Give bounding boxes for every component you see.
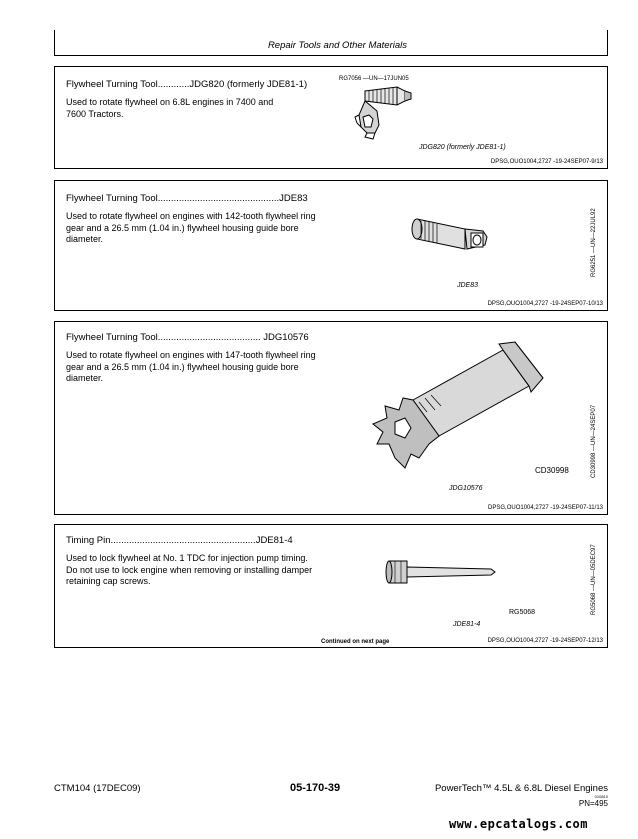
tool-block-jdg10576 xyxy=(54,321,608,515)
flywheel-tool-jdg820-illustration xyxy=(345,81,425,141)
watermark-link[interactable]: www.epcatalogs.com xyxy=(448,817,588,831)
tool-name: Flywheel Turning Tool............JDG820 (formerly JDE81-1) xyxy=(66,79,308,90)
page-title: Repair Tools and Other Materials xyxy=(267,40,407,51)
page-number: 05-170-39 xyxy=(290,782,341,794)
tool-description: Used to rotate flywheel on engines with 147-tooth flywheel ring gear and a 26.5 mm (1.04 in.) flywheel housing guide bore diameter. xyxy=(66,350,316,383)
tool-description: Used to rotate flywheel on 6.8L engines in 7400 and 7600 Tractors. xyxy=(66,97,274,119)
manual-id: CTM104 (17DEC09) xyxy=(54,783,141,794)
tool-caption: JDE83 xyxy=(457,282,479,289)
tool-description: Used to rotate flywheel on engines with 142-tooth flywheel ring gear and a 26.5 mm (1.04 in.) flywheel housing guide bore diameter. xyxy=(66,211,316,244)
tool-caption: JDG10576 xyxy=(449,485,483,492)
tool-name: Flywheel Turning Tool....................................... JDG10576 xyxy=(66,332,309,343)
tool-caption: JDG820 (formerly JDE81-1) xyxy=(419,144,506,151)
flywheel-tool-jde83-illustration xyxy=(407,209,497,259)
manual-title: PowerTech™ 4.5L & 6.8L Diesel Engines xyxy=(434,783,608,794)
tool-name: Flywheel Turning Tool..............................................JDE83 xyxy=(66,193,308,204)
continued-note: Continued on next page xyxy=(321,639,390,645)
tool-block-jde81-4 xyxy=(54,524,608,648)
image-label: CD30998 xyxy=(535,466,569,475)
flywheel-tool-jdg10576-illustration xyxy=(353,340,553,480)
image-code: CD30998 —UN—24SEP07 xyxy=(591,404,597,478)
tool-block-jdg820 xyxy=(54,66,608,169)
image-label: RG5068 xyxy=(509,609,536,616)
tool-block-jde83 xyxy=(54,180,608,311)
page-header xyxy=(54,30,608,56)
tool-description: Used to lock flywheel at No. 1 TDC for injection pump timing. Do not use to lock engine when removing or installing damper retaining cap screws. xyxy=(66,553,313,586)
image-code: RG6251 —UN—22JUL92 xyxy=(591,208,597,277)
tool-caption: JDE81-4 xyxy=(453,621,481,628)
date-code: 010810 xyxy=(594,794,608,799)
tool-name: Timing Pin.......................................................JDE81-4 xyxy=(66,535,293,546)
reference-code: DPSG,OUO1004,2727 -19-24SEP07-9/13 xyxy=(490,159,603,165)
timing-pin-illustration xyxy=(383,557,503,587)
reference-code: DPSG,OUO1004,2727 -19-24SEP07-12/13 xyxy=(487,638,603,644)
image-code: RG5068 —UN—05DEC97 xyxy=(591,544,597,615)
pn-number: PN=495 xyxy=(578,799,608,808)
reference-code: DPSG,OUO1004,2727 -19-24SEP07-10/13 xyxy=(487,301,603,307)
reference-code: DPSG,OUO1004,2727 -19-24SEP07-11/13 xyxy=(488,505,603,511)
image-code: RG7056 —UN—17JUN05 xyxy=(339,76,409,82)
